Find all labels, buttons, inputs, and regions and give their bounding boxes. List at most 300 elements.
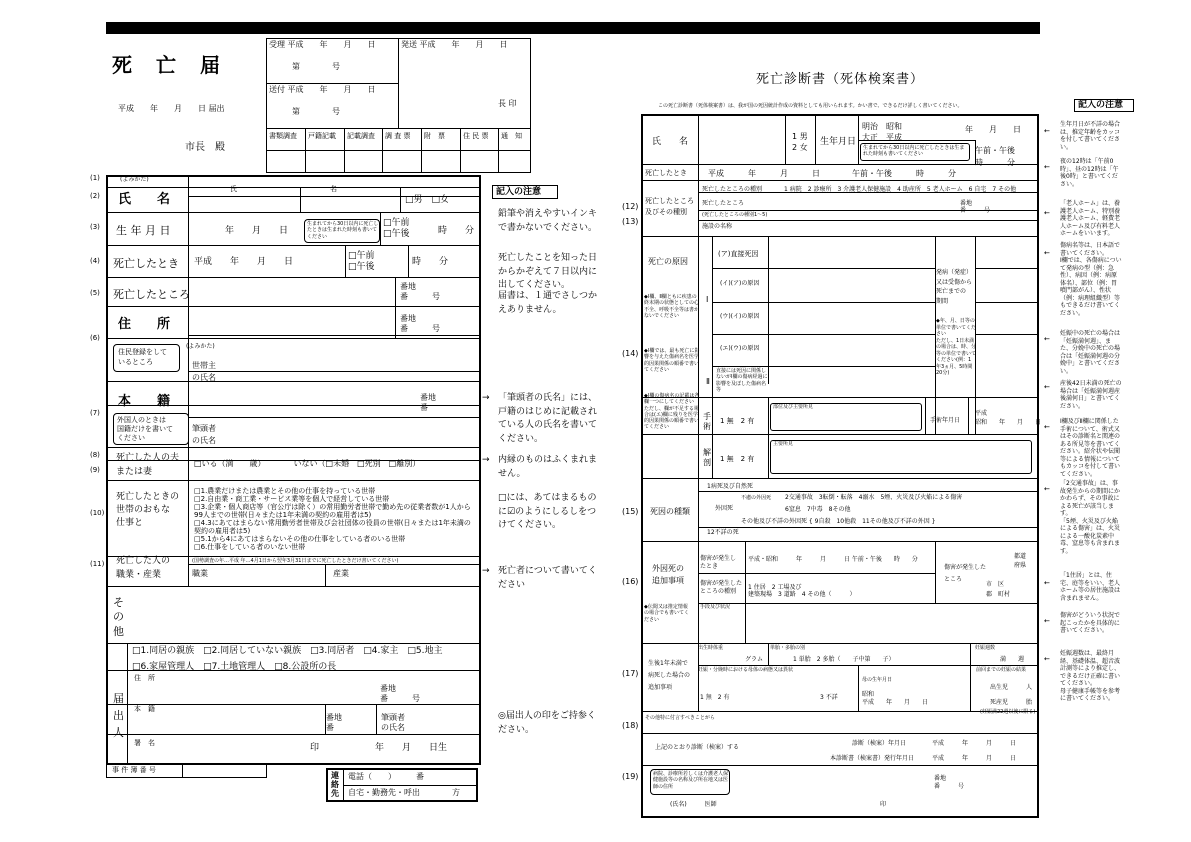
grid-line <box>188 564 481 565</box>
r-baby-mother-label: 母の生年月日 <box>862 677 893 683</box>
r-cause-I: Ⅰ <box>706 295 709 304</box>
grid-line <box>698 114 699 164</box>
grid-line <box>106 586 481 587</box>
row-number: (7) <box>90 409 100 417</box>
r-name-label: 氏 名 <box>652 137 689 147</box>
grid-line <box>858 114 859 164</box>
grid-line <box>106 480 481 481</box>
contact-place[interactable]: 自宅・勤務先・呼出 方 <box>348 788 460 797</box>
arrow-icon: ← <box>1044 579 1050 587</box>
office-col-5: 住 民 票 <box>463 132 489 140</box>
grid-line <box>698 478 699 543</box>
r-baby-prev-label: 前回までの妊娠の結果 <box>976 667 1027 673</box>
household-work-option[interactable]: □5.1から4にあてはまらないその他の仕事をしている者のいる世帯 <box>194 535 406 544</box>
grid-line <box>975 334 1039 335</box>
grid-line <box>300 187 301 212</box>
rnote-j: 傷害がどういう状況で起こったかを具体的に書いてください。 <box>1060 612 1121 634</box>
row-number: (3) <box>90 223 100 231</box>
arrow-icon: ← <box>1044 655 1050 663</box>
r-baby-weeks[interactable]: 満 週 <box>1000 656 1025 663</box>
rnote-b: 夜の12時は「午前0時」、昼の12時は「午後0時」と書いてください。 <box>1060 158 1119 188</box>
r-num-19: (19) <box>622 772 639 781</box>
grid-line <box>106 381 481 382</box>
surgery-bracket <box>770 403 922 431</box>
r-kind-items-2[interactable]: 6窒息 7中毒 8その他 <box>785 506 851 513</box>
r-baby-multi-label: 単胎・多胎の別 <box>770 645 806 651</box>
grid-line <box>698 603 1039 604</box>
spouse-value[interactable]: □いる（満 歳） いない（□未婚 □死別 □離別） <box>194 459 421 468</box>
grid-line <box>641 478 1039 479</box>
receipt-line-3: 送付 平成 年 月 日 <box>269 85 376 94</box>
grid-line <box>641 397 1039 398</box>
r-kind-other[interactable]: その他及び不詳の外因死 { 9自殺 10他殺 11その他及び不詳の外因 } <box>741 518 936 525</box>
note-6: □には、あてはまるものに☑のようにしるしをつけてください。 <box>498 493 597 530</box>
grid-line <box>641 164 1039 165</box>
rnote-f: 産後42日未満の死亡の場合は「妊娠満何週産後満何日」と書いてください。 <box>1060 380 1122 410</box>
receipt-line-4: 第 号 <box>292 107 340 116</box>
grid-line <box>106 405 481 406</box>
case-number-label: 事 件 簿 番 号 <box>112 766 156 774</box>
r-baby-cond[interactable]: 1 無 2 有 <box>700 694 730 701</box>
rnote-h: 「2交通事故」は、事故発生からの期間にかかわらず、その事故による死亡が該当します。 「5煙、火災及び火焔による傷害」は、火災による一酸化炭素中毒、窒息等も含まれます。 <box>1060 480 1121 555</box>
grid-line <box>641 765 1039 766</box>
row-number: (9) <box>90 466 100 474</box>
r-kind-unintended: 不慮の外因死 <box>741 495 772 501</box>
grid-line <box>815 114 816 164</box>
autopsy-bracket <box>770 440 1032 474</box>
r-hosp-addr[interactable]: 番地 番 号 <box>934 775 965 790</box>
grid-line <box>305 128 306 173</box>
surname-label: 氏 <box>230 185 237 193</box>
grid-line <box>698 180 699 236</box>
r-num-15: (15) <box>622 507 639 516</box>
receipt-line-2: 第 号 <box>292 62 340 71</box>
top-bar <box>106 22 1040 34</box>
death-time-value[interactable]: 時 分 <box>412 257 449 267</box>
death-place-label: 死亡したところ <box>113 288 190 301</box>
grid-line <box>344 128 345 173</box>
right-notes-title: 記入の注意 <box>1078 100 1124 110</box>
grid-line <box>188 175 189 586</box>
filer-relation-2[interactable]: □6.家屋管理人 □7.土地管理人 □8.公設所の長 <box>132 662 337 672</box>
arrow-icon: ← <box>1044 423 1050 431</box>
address-label: 住 所 <box>118 317 171 332</box>
birthdate-label: 生 年 月 日 <box>116 224 171 237</box>
r-cause-note-1: ◆Ⅰ欄、Ⅱ欄ともに疾患の終末期の状態としての心不全、呼吸不全等は書かないでください <box>644 294 700 319</box>
grid-line <box>188 564 189 586</box>
r-kind-label: 死因の種類 <box>650 507 690 516</box>
grid-line <box>106 338 481 339</box>
r-cause-II: Ⅱ <box>706 377 710 386</box>
notes-title: 記入の注意 <box>496 187 542 197</box>
household-head: 世帯主 の氏名 <box>192 361 216 382</box>
grid-line <box>106 187 481 188</box>
r-place-where: 死亡したところ <box>702 200 745 207</box>
death-ampm[interactable]: □午前 □午後 <box>348 251 375 272</box>
household-yomi: (よみかた) <box>186 343 215 350</box>
rnote-a: 生年月日が不詳の場合は、推定年齢をカッコを付して書いてください。 <box>1060 121 1121 151</box>
grid-line <box>970 643 971 711</box>
office-col-0: 書類調査 <box>269 132 297 140</box>
r-surgery-label: 手 術 <box>703 412 711 432</box>
rnote-d: 傷病名等は、日本語で書いてください。 Ⅰ欄では、各傷病について発病の型（例：急性）、病因（例：病原体名）、部位（例：胃噴門部がん）、性状（例：病理組織型）等もできるだけ書いてください。 <box>1060 242 1122 317</box>
grid-line <box>768 643 769 665</box>
r-birth-time[interactable]: 午前・午後 時 分 <box>975 146 1039 167</box>
death-date-value[interactable]: 平成 年 月 日 <box>194 257 294 267</box>
r-num-16: (16) <box>622 577 639 586</box>
r-ext-when-label: 傷害が発生したとき <box>700 555 737 570</box>
note-1: 鉛筆や消えやすいインキで書かないでください。 <box>498 209 598 233</box>
r-surgery-opt[interactable]: 1 無 2 有 <box>720 417 755 425</box>
r-ext-where-label: 傷害が発生した ところ <box>944 564 987 583</box>
chief-seal: 長 印 <box>498 99 517 108</box>
grid-line <box>380 212 381 245</box>
sex-checkboxes[interactable]: □男 □女 <box>405 195 450 205</box>
grid-line <box>975 302 1039 303</box>
occupation-industry[interactable]: 産業 <box>333 569 349 578</box>
grid-line <box>376 704 377 734</box>
grid-line <box>106 447 481 448</box>
r-num-18: (18) <box>622 721 639 730</box>
r-ext-note: ◆伝聞又は推定情報の場合でも書いてください <box>644 604 690 623</box>
r-baby-label: 生後1年未満で 病死した場合の 追加事項 <box>648 660 691 691</box>
r-cause-a[interactable]: (ア)直接死因 <box>718 250 759 258</box>
note-2: 死亡したことを知った日からかぞえて７日以内に出してください。 <box>498 253 598 290</box>
r-onset-note: ◆年、月、日等の単位で書いてください ただし、1日未満の場合は、時、分等の単位で書いてください(例：1年3ヵ月、5時間20分) <box>936 318 977 376</box>
grid-line <box>188 196 481 197</box>
grid-line <box>698 527 1039 528</box>
contact-label: 連 絡 先 <box>331 771 339 799</box>
birth-ampm[interactable]: □午前 □午後 <box>383 218 410 239</box>
note-7: 死亡者について書いてください <box>498 566 597 590</box>
honseki-label: 本 籍 <box>118 394 171 409</box>
household-work-option[interactable]: □4.3にあてはまらない常用勤労者世帯及び会社団体の役員の世帯(日々または1年未満の契約の雇用者は5) <box>194 519 471 536</box>
grid-line <box>106 643 481 644</box>
grid-line <box>325 564 326 586</box>
birth-time-note: 生まれてから30日以内に死亡したときは生まれた時刻も書いてください <box>307 221 379 240</box>
r-issue-label: 本診断書（検案書）発行年月日 <box>830 755 915 762</box>
r-place-addr[interactable]: 番地 番 号 <box>960 200 991 215</box>
r-num-14: (14) <box>622 349 639 358</box>
household-work-option[interactable]: □1.農業だけまたは農業とその他の仕事を持っている世帯 <box>194 487 376 495</box>
honseki-head: 筆頭者 の氏名 <box>192 424 216 445</box>
grid-line <box>641 711 1039 712</box>
grid-line <box>712 268 935 269</box>
grid-line <box>106 277 481 278</box>
r-cause-II-text: 直接には死因に関係しないがⅠ欄の傷病経過に影響を及ぼした傷病名等 <box>716 368 768 393</box>
r-baby-weight-label: 出生時体重 <box>698 645 724 651</box>
r-baby-weeks-label: 妊娠週数 <box>975 645 996 651</box>
rnote-i: 「1住居」とは、住宅、庭等をいい、老人ホーム等の居住施設は含まれません。 <box>1060 572 1121 602</box>
grid-line <box>641 434 1039 435</box>
grid-line <box>106 212 481 213</box>
r-num-17: (17) <box>622 669 639 678</box>
r-diag-text: 上記のとおり診断（検案）する <box>655 744 740 751</box>
r-kind-ext: 外因死 <box>715 505 734 512</box>
filer-address: 住 所 <box>134 674 155 682</box>
row-number: (8) <box>90 451 100 459</box>
grid-line <box>188 335 481 336</box>
household-work-label: 死亡したときの 世帯のおもな 仕事と <box>116 492 180 529</box>
r-ext-pref: 都道 府県 <box>1014 553 1027 569</box>
r-cause-note-3: ◆Ⅰ欄の傷病名の記載は各欄一つにしてください ただし、欄が不足する場合は(エ)欄に残りを医学的因果関係の順番で書いてください <box>644 393 700 431</box>
r-cause-label: 死亡の原因 <box>648 257 688 266</box>
grid-line <box>768 397 769 478</box>
r-cause-d[interactable]: (エ)(ウ)の原因 <box>720 345 760 352</box>
grid-line <box>712 334 935 335</box>
arrow-icon: ← <box>1044 127 1050 135</box>
r-autopsy-opt[interactable]: 1 無 2 有 <box>720 455 755 463</box>
office-col-6: 通 知 <box>501 132 522 140</box>
r-ext-label: 外因死の 追加事項 <box>652 564 684 585</box>
grid-line <box>745 541 746 643</box>
given-name-label: 名 <box>330 185 337 193</box>
other-label: そ の 他 <box>113 596 124 638</box>
office-col-2: 記載調査 <box>347 132 375 140</box>
grid-line <box>698 733 1039 734</box>
r-cause-note-2: ◆Ⅰ欄では、最も死亡に影響を与えた傷病名を医学的因果関係の順番で書いてください <box>644 348 700 373</box>
grid-line <box>106 306 481 307</box>
r-baby-cond-3[interactable]: 3 不詳 <box>820 694 838 701</box>
r-ext-when[interactable]: 平成・昭和 年 月 日 午前・午後 時 分 <box>748 556 918 563</box>
r-place-label: 死亡したところ 及びその種別 <box>645 197 694 217</box>
r-surgery-date-label: 手術年月日 <box>930 417 961 424</box>
note-3: 届書は、１通でさしつかえありません。 <box>498 291 598 315</box>
death-place-addr[interactable]: 番地 番 号 <box>400 282 440 301</box>
grid-line <box>400 187 401 212</box>
r-onset-label: 発病（発症） 又は受傷から 死亡までの 期間 <box>936 269 973 305</box>
grid-line <box>935 236 936 434</box>
grid-line <box>698 665 1039 666</box>
grid-line <box>768 236 769 384</box>
grid-line <box>127 643 128 765</box>
r-baby-multi[interactable]: 1 単胎 2 多胎（ 子中第 子） <box>793 656 895 663</box>
form-title: 死 亡 届 <box>112 53 222 77</box>
grid-line <box>460 128 461 173</box>
grid-line <box>188 417 481 418</box>
grid-line <box>698 491 1039 492</box>
r-num-13: (13) <box>622 217 639 226</box>
grid-line <box>641 541 1039 542</box>
grid-line <box>712 302 935 303</box>
r-place-type-label: 死亡したところの種別 <box>702 186 763 193</box>
occupation-note: (国勢調査の年…平成 年…4月1日から翌年3月31日までに死亡したときだけ書いてください) <box>192 558 399 564</box>
filer-label: 届 出 人 <box>113 692 124 740</box>
r-ext-place-opts[interactable]: 1 住居 2 工場及び 建築現場 3 道路 4 その他（ ） <box>748 584 856 599</box>
household-work-option[interactable]: □6.仕事をしている者のいない世帯 <box>194 543 306 552</box>
birth-time[interactable]: 時 分 <box>438 226 475 236</box>
office-col-1: 戸籍記載 <box>308 132 336 140</box>
grid-line <box>641 180 1039 181</box>
row-number: (10) <box>90 509 105 517</box>
r-doctor[interactable]: (氏名) 医師 <box>670 801 717 808</box>
row-number: (4) <box>90 257 100 265</box>
arrow-icon: ← <box>1044 209 1050 217</box>
address-sub: 住民登録をして いるところ <box>118 348 167 366</box>
r-other-notes: その他特に付言すべきことがら <box>645 715 715 721</box>
grid-line <box>188 371 481 372</box>
grid-line <box>712 236 713 397</box>
arrow-icon: ← <box>1044 617 1050 625</box>
household-work-options[interactable] <box>194 487 476 551</box>
grid-line <box>127 734 481 735</box>
receipt-line-1: 受理 平成 年 月 日 <box>269 40 376 49</box>
grid-line <box>421 128 422 173</box>
office-col-3: 調 査 票 <box>385 132 411 140</box>
grid-line <box>975 268 1039 269</box>
grid-line <box>106 245 481 246</box>
grid-line <box>968 397 969 434</box>
certificate-intro: この死亡診断書（死体検案書）は、我が国の死因統計作成の資料としても用いられます。かい書で、できるだけ詳しく書いてください。 <box>658 103 963 109</box>
grid-line <box>858 140 975 141</box>
r-birth-note: 生まれてから30日以内に死亡したときは生まれた時刻も書いてください <box>863 145 965 158</box>
r-hosp-note: 病院、診療所若しくは介護老人保健施設等の名称及び所在地又は医師の住所 <box>653 771 729 790</box>
grid-line <box>498 128 499 173</box>
household-work-option[interactable]: □3.企業・個人商店等（官公庁は除く）の常用勤労者世帯で勤め先の従業者数が1人から99人までの世帯(日々または1年未満の契約の雇用者は5) <box>194 503 471 520</box>
r-diag-date[interactable]: 平成 年 月 日 <box>932 740 1017 747</box>
rnote-k: 妊娠週数は、最終月経、基礎体温、超音波計測等により推定し、できるだけ正確に書いてください。 母子健康手帳等を参考に書いてください。 <box>1060 650 1121 702</box>
grid-line <box>395 306 396 338</box>
name-label: 氏 名 <box>118 192 171 207</box>
grid-line <box>698 164 699 180</box>
filing-date: 平成 年 月 日 届出 <box>118 104 225 113</box>
note-8: ◎届出人の印をご持参ください。 <box>498 711 596 735</box>
grid-line <box>106 704 481 705</box>
grid-line <box>106 670 481 671</box>
household-work-option[interactable]: □2.自由業・商工業・サービス業等を個人で経営している世帯 <box>194 495 390 504</box>
grid-line <box>106 556 481 557</box>
r-issue-date[interactable]: 平成 年 月 日 <box>932 755 1017 762</box>
birthdate-value[interactable]: 年 月 日 <box>225 226 289 236</box>
r-surgery-site: 部位及び主要所見 <box>773 404 814 410</box>
r-cause-b[interactable]: (イ)(ア)の原因 <box>720 280 760 287</box>
death-time-label: 死亡したとき <box>113 257 179 270</box>
filer-signature: 署 名 <box>134 739 155 747</box>
r-baby-cond-label: 妊娠・分娩時における母体の病態又は異状 <box>698 667 794 673</box>
grid-line <box>935 541 936 603</box>
rnote-c: 「老人ホーム」は、養護老人ホーム、特別養護老人ホーム、軽費老人ホーム及び有料老人ホームをいいます。 <box>1060 200 1121 237</box>
grid-line <box>325 704 326 734</box>
arrow-icon: → <box>482 393 490 403</box>
grid-line <box>698 220 1039 221</box>
grid-line <box>345 245 346 277</box>
filer-head: 筆頭者 の氏名 <box>381 713 405 732</box>
grid-line <box>975 236 976 434</box>
r-baby-weight[interactable]: グラム <box>745 656 763 663</box>
grid-line <box>382 128 383 173</box>
arrow-icon: ← <box>1044 383 1050 391</box>
filer-address-number[interactable]: 番地 番 号 <box>380 684 420 703</box>
honseki-number[interactable]: 番地 番 <box>420 393 436 412</box>
r-baby-prev-1[interactable]: 出生児 人 <box>990 684 1033 691</box>
arrow-icon: ← <box>1044 249 1050 257</box>
r-facility-note: (死亡したところの種別1〜5) <box>702 212 768 218</box>
arrow-icon: → <box>482 455 490 465</box>
row-number: (11) <box>90 560 105 568</box>
grid-line <box>858 665 859 711</box>
r-ext-place-label: 傷害が発生したところの種別 <box>700 580 743 595</box>
r-kind-1[interactable]: 1病死及び自然死 <box>707 483 753 490</box>
r-sex[interactable]: 1 男 2 女 <box>792 132 808 153</box>
r-autopsy-label: 解 剖 <box>703 448 711 468</box>
spouse-label: 死亡した人の夫 または妻 <box>116 453 180 477</box>
address-number[interactable]: 番地 番 号 <box>400 314 440 333</box>
grid-line <box>408 245 409 277</box>
row-number: (1) <box>90 174 100 182</box>
r-baby-mother-date[interactable]: 昭和 平成 年 月 日 <box>862 691 929 707</box>
grid-line <box>698 643 699 711</box>
note-4: 「筆頭者の氏名」には、戸籍のはじめに記載されている人の氏名を書いてください。 <box>498 393 598 444</box>
arrow-icon: ← <box>1044 485 1050 493</box>
grid-line <box>698 192 1039 193</box>
r-diag-date-label: 診断（検案）年月日 <box>852 740 907 747</box>
occupation-label: 死亡した人の 職業・産業 <box>116 556 171 580</box>
grid-line <box>395 277 396 306</box>
r-cause-c[interactable]: (ウ)(イ)の原因 <box>720 313 760 320</box>
occupation-job[interactable]: 職業 <box>192 569 208 578</box>
filer-birthdate[interactable]: 年 月 日生 <box>375 743 448 753</box>
certificate-title: 死亡診断書（死体検案書） <box>756 72 925 87</box>
office-col-4: 附 票 <box>424 132 445 140</box>
arrow-icon: ← <box>1044 163 1050 171</box>
yomikata-label: (よみかた) <box>120 176 149 183</box>
grid-line <box>975 140 976 164</box>
grid-line <box>712 397 713 478</box>
arrow-icon: ← <box>1044 335 1050 343</box>
filer-honseki-number[interactable]: 番地 番 <box>326 713 342 732</box>
r-kind-12[interactable]: 12不詳の死 <box>707 529 739 536</box>
r-baby-prev-2[interactable]: 死産児 胎 <box>990 699 1033 706</box>
contact-phone[interactable]: 電話（ ） 番 <box>348 772 424 781</box>
grid-line <box>106 460 481 461</box>
r-ext-city: 市 区 郡 町村 <box>986 581 1011 598</box>
grid-line <box>712 366 935 367</box>
r-baby-prev-note: (妊娠満22週以後に限る) <box>980 709 1036 715</box>
filer-honseki: 本 籍 <box>134 705 155 713</box>
r-ext-how: 手段及び状況 <box>700 604 731 610</box>
arrow-icon: → <box>482 566 490 576</box>
r-facility: 施設の名称 <box>702 223 733 230</box>
r-surgery-date[interactable]: 平成 昭和 年 月 日 <box>975 410 1042 426</box>
grid-line <box>785 114 786 164</box>
grid-line <box>698 210 1039 211</box>
filer-seal: 印 <box>310 743 320 753</box>
rnote-e: 妊娠中の死亡の場合は「妊娠満何週」、また、分娩中の死亡の場合は「妊娠満何週の分娩中」と書いてください。 <box>1060 330 1121 375</box>
row-number: (5) <box>90 289 100 297</box>
r-autopsy-note: 主要所見 <box>773 441 794 447</box>
r-num-12: (12) <box>622 202 639 211</box>
r-birth-date[interactable]: 年 月 日 <box>965 125 1021 134</box>
mayor-address: 市長 殿 <box>185 142 225 153</box>
grid-line <box>641 236 1039 237</box>
note-5: 内縁のものはふくまれません。 <box>498 455 598 479</box>
grid-line <box>698 236 699 478</box>
r-doctor-seal: 印 <box>880 801 887 808</box>
rnote-g: Ⅰ欄及びⅡ欄に関係した手術について、術式又はその診断名と関連のある所見等を書いてください。紹介状や伝聞等による情報についてもカッコを付して書いてください。 <box>1060 418 1121 478</box>
r-death-time[interactable]: 平成 年 月 日 午前・午後 時 分 <box>708 169 956 178</box>
grid-line <box>641 643 1039 644</box>
r-era[interactable]: 明治 昭和 大正 平成 <box>862 122 902 142</box>
grid-line <box>925 397 926 434</box>
r-place-types[interactable]: 1 病院 2 診療所 3 介護老人保健施設 4 助産所 5 老人ホーム 6 自宅 7 その他 <box>784 186 1017 193</box>
dispatch-line: 発送 平成 年 月 日 <box>401 40 508 49</box>
filer-relation-1[interactable]: □1.同居の親族 □2.同居していない親族 □3.同居者 □4.家主 □5.地主 <box>132 646 443 656</box>
r-birth-label: 生年月日 <box>820 137 857 147</box>
r-death-time-label: 死亡したとき <box>645 169 687 177</box>
grid-line <box>698 573 935 574</box>
row-number: (2) <box>90 192 100 200</box>
r-kind-items-1[interactable]: 2交通事故 3転倒・転落 4溺水 5煙、火災及び火焔による傷害 <box>785 494 963 501</box>
